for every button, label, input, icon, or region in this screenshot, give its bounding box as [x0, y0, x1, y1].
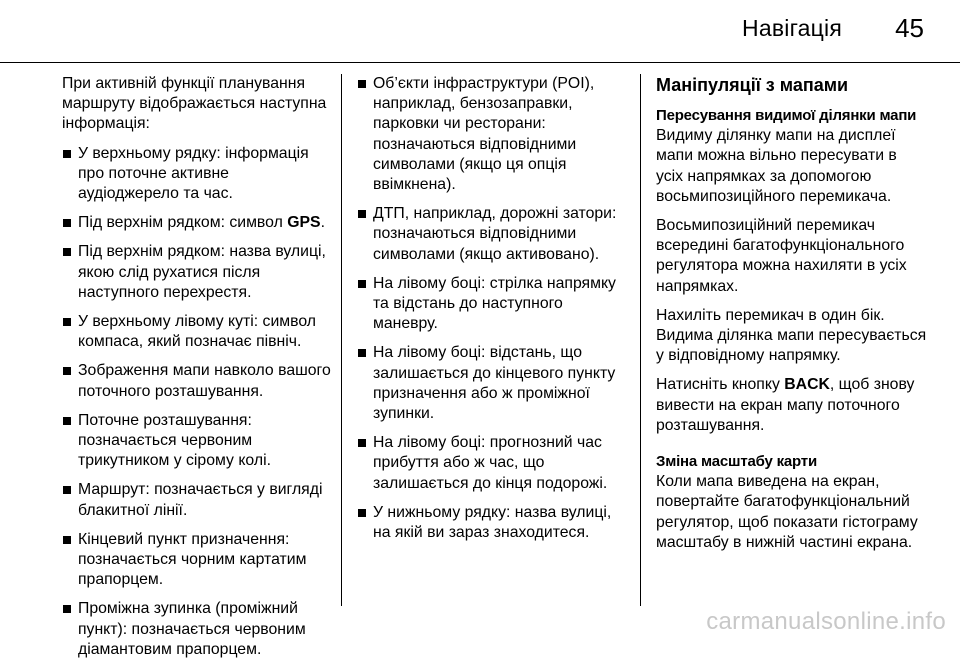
list-item-text: Маршрут: позначається у вигляді блакитної лінії. [78, 481, 323, 519]
list-item-text: ДТП, наприклад, дорожні затори: позначаються відповідними символами (якщо активовано). [373, 205, 617, 263]
list-item [62, 480, 332, 520]
column-3 [656, 74, 928, 562]
bullet-icon [358, 509, 366, 517]
list-item-text: На лівому боці: стрілка напрямку та відстань до наступного маневру. [373, 274, 616, 333]
list-item [357, 343, 627, 424]
list-item-text: У верхньому рядку: інформація про поточне активне аудіоджерело та час. [78, 144, 309, 203]
header-rule [0, 62, 960, 63]
list-item [62, 213, 332, 233]
column-divider-2 [640, 74, 641, 606]
bullet-icon [358, 439, 366, 447]
list-item [357, 433, 627, 494]
paragraph-text: , щоб знову вивести на екран мапу поточного розташування. [656, 376, 915, 434]
paragraph: Восьмипозиційний перемикач всередині багатофункціонального регулятора можна нахиляти в усіх напрямках. [656, 217, 907, 295]
column-1 [62, 74, 332, 669]
list-item-text: Зображення мапи навколо вашого поточного розташування. [78, 362, 331, 400]
paragraph: Видиму ділянку мапи на дисплеї мапи можна вільно пересувати в усіх напрямках за допомогою восьмипозиційного перемикача. [656, 127, 897, 205]
info-list [62, 144, 332, 660]
watermark: carmanualsonline.info [706, 608, 946, 635]
bullet-icon [63, 417, 71, 425]
list-item-text: Кінцевий пункт призначення: позначається чорним картатим прапорцем. [78, 530, 307, 589]
page-number: 45 [895, 13, 924, 43]
list-item [62, 361, 332, 401]
bullet-icon [63, 605, 71, 613]
paragraph [656, 375, 928, 436]
bullet-icon [358, 349, 366, 357]
list-item [357, 204, 627, 265]
section-title: Маніпуляції з мапами [656, 75, 849, 95]
list-item-text: На лівому боці: відстань, що залишається до кінцевого пункту призначення або ж проміжної зупинки. [373, 344, 616, 423]
page-title: Навігація [742, 15, 842, 41]
list-item [357, 274, 627, 335]
bullet-icon [358, 80, 366, 88]
page-header [0, 0, 960, 64]
list-item-text: У нижньому рядку: назва вулиці, на якій ви зараз знаходитеся. [373, 503, 612, 542]
list-item-text: Під верхнім рядком: символ [78, 214, 288, 232]
list-item-text: Під верхнім рядком: назва вулиці, якою слід рухатися після наступного перехрестя. [78, 243, 326, 301]
list-item [357, 74, 627, 195]
list-item [62, 411, 332, 472]
list-item [357, 503, 627, 543]
list-item-text: Поточне розташування: позначається червоним трикутником у сірому колі. [78, 411, 271, 470]
column-2 [357, 74, 627, 552]
list-item [62, 530, 332, 591]
list-item [62, 312, 332, 352]
list-item [62, 242, 332, 303]
list-item [62, 144, 332, 205]
list-item [62, 599, 332, 660]
list-item-text: У верхньому лівому куті: символ компаса, який позначає північ. [78, 313, 317, 351]
list-item-text: Проміжна зупинка (проміжний пункт): позначається червоним діамантовим прапорцем. [78, 600, 306, 658]
bullet-icon [63, 248, 71, 256]
back-button-label: BACK [784, 376, 830, 394]
bullet-icon [63, 219, 71, 227]
bullet-icon [63, 150, 71, 158]
subsection-title-zoom: Зміна масштабу карти [656, 453, 817, 471]
subsection-title-move-map: Пересування видимої ділянки мапи [656, 107, 917, 124]
list-item-text: На лівому боці: прогнозний час прибуття або ж час, що залишається до кінця подорожі. [373, 434, 608, 492]
column-divider-1 [341, 74, 342, 606]
bullet-icon [358, 210, 366, 218]
bullet-icon [63, 318, 71, 326]
bullet-icon [63, 536, 71, 544]
paragraph: Нахиліть перемикач в один бік. Видима ділянка мапи пересувається у відповідному напрямку. [656, 306, 927, 365]
list-item-text: . [320, 214, 325, 232]
paragraph: Коли мапа виведена на екран, повертайте багатофункціональний регулятор, щоб показати гістограму масштабу в нижній частині екрана. [656, 473, 918, 551]
paragraph-text: Натисніть кнопку [656, 376, 785, 394]
list-item-text: Об’єкти інфраструктури (POI), наприклад, бензозаправки, парковки чи ресторани: позначаються відповідними символами (якщо ця опція ввімкнена). [373, 75, 595, 194]
bullet-icon [63, 486, 71, 494]
intro-paragraph: При активній функції планування маршруту відображається наступна інформація: [62, 75, 327, 133]
bullet-icon [358, 280, 366, 288]
bullet-icon [63, 367, 71, 375]
info-list-continued [357, 74, 627, 543]
gps-symbol-label: GPS [287, 214, 321, 232]
